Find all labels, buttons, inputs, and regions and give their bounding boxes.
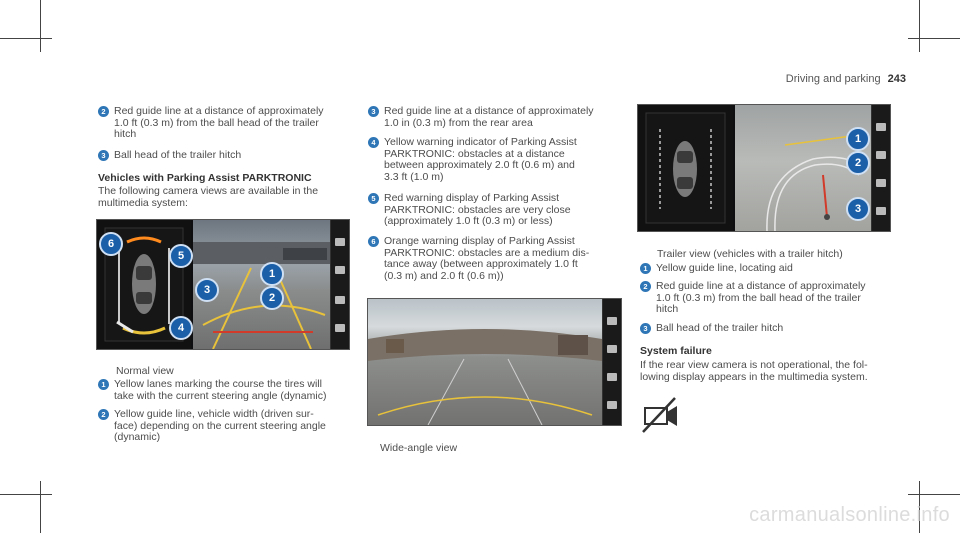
camera-sidebar (871, 105, 890, 231)
crop-mark (0, 38, 52, 39)
list-item (368, 236, 630, 282)
page-header (786, 73, 906, 85)
crop-mark (908, 494, 960, 495)
item-text: Yellow guide line, locating aid (656, 262, 793, 274)
settings-icon (876, 151, 886, 159)
trailer-icon (335, 296, 345, 304)
callout-3: 3 (846, 197, 870, 221)
list-item (98, 150, 358, 162)
parking-graphic (638, 105, 733, 231)
number-badge: 6 (368, 236, 379, 247)
callout-2: 2 (260, 286, 284, 310)
crop-mark (908, 38, 960, 39)
crop-mark (40, 0, 41, 52)
caption-trailer-view: Trailer view (vehicles with a trailer hitch) (657, 248, 843, 260)
parking-icon (607, 401, 617, 409)
number-badge: 3 (368, 106, 379, 117)
list-item (368, 106, 630, 129)
camera-view-icon (876, 123, 886, 131)
parking-icon (335, 324, 345, 332)
callout-1: 1 (846, 127, 870, 151)
settings-icon (607, 345, 617, 353)
camera-image-normal-view (96, 219, 350, 350)
camera-view-icon (335, 238, 345, 246)
number-badge: 1 (640, 263, 651, 274)
camera-off-icon (641, 396, 685, 434)
item-text: Red warning display of Parking Assist PARKTRONIC: obstacles are very close (approximately 1.0 ft (0.3 m) or less) (384, 192, 571, 227)
caption-normal-view: Normal view (116, 365, 174, 377)
callout-3: 3 (195, 278, 219, 302)
camera-view-icon (607, 317, 617, 325)
number-badge: 2 (640, 281, 651, 292)
callout-4: 4 (169, 316, 193, 340)
item-text: Red guide line at a distance of approximately 1.0 in (0.3 m) from the rear area (384, 105, 594, 129)
callout-5: 5 (169, 244, 193, 268)
item-text: Yellow warning indicator of Parking Assist PARKTRONIC: obstacles at a distance between approximately 2.0 ft (0.6 m) and 3.3 ft (1.0 m) (384, 136, 577, 183)
camera-image-wide-angle-view (367, 298, 622, 426)
section-heading: System failure (640, 345, 712, 357)
crop-mark (919, 0, 920, 52)
crop-mark (0, 494, 52, 495)
item-text: Red guide line at a distance of approximately 1.0 ft (0.3 m) from the ball head of the trailer hitch (656, 280, 866, 315)
list-item (640, 323, 902, 335)
number-badge: 2 (98, 106, 109, 117)
camera-image-trailer-view (637, 104, 891, 232)
number-badge: 5 (368, 193, 379, 204)
number-badge: 2 (98, 409, 109, 420)
list-item (98, 409, 358, 444)
section-heading: Vehicles with Parking Assist PARKTRONIC (98, 172, 312, 184)
camera-feed (368, 299, 602, 425)
section-title: Driving and parking (785, 73, 881, 85)
list-item (98, 106, 358, 141)
number-badge: 1 (98, 379, 109, 390)
list-item (640, 281, 902, 316)
item-text: Yellow guide line, vehicle width (driven sur- face) depending on the current steering angle (dynamic) (114, 408, 326, 443)
list-item (98, 379, 358, 402)
camera-sidebar (602, 299, 621, 425)
settings-icon (335, 266, 345, 274)
callout-2: 2 (846, 151, 870, 175)
item-text: Ball head of the trailer hitch (656, 322, 784, 334)
watermark: carmanualsonline.info (749, 504, 950, 526)
caption-wide-angle-view: Wide-angle view (380, 442, 458, 454)
number-badge: 3 (98, 150, 109, 161)
callout-6: 6 (99, 232, 123, 256)
failure-text: If the rear view camera is not operational, the fol- lowing display appears in the multimedia system. (640, 359, 868, 383)
item-text: Red guide line at a distance of approximately 1.0 ft (0.3 m) from the ball head of the trailer hitch (114, 105, 324, 140)
page-number: 243 (887, 73, 906, 85)
trailer-icon (876, 179, 886, 187)
item-text: Ball head of the trailer hitch (114, 149, 242, 161)
trailer-icon (607, 373, 617, 381)
number-badge: 3 (640, 323, 651, 334)
item-text: Orange warning display of Parking Assist PARKTRONIC: obstacles are a medium dis- tance away (between approximately 1.0 ft (0.3 m) and 2.0 ft (0.6 m)) (384, 235, 590, 282)
parking-icon (876, 207, 886, 215)
list-item (368, 137, 630, 183)
crop-mark (40, 481, 41, 533)
list-item (368, 193, 630, 228)
intro-text: The following camera views are available in the multimedia system: (98, 185, 319, 209)
item-text: Yellow lanes marking the course the tires will take with the current steering angle (dynamic) (114, 378, 327, 402)
callout-1: 1 (260, 262, 284, 286)
list-item (640, 263, 902, 275)
camera-sidebar (330, 220, 349, 349)
number-badge: 4 (368, 137, 379, 148)
